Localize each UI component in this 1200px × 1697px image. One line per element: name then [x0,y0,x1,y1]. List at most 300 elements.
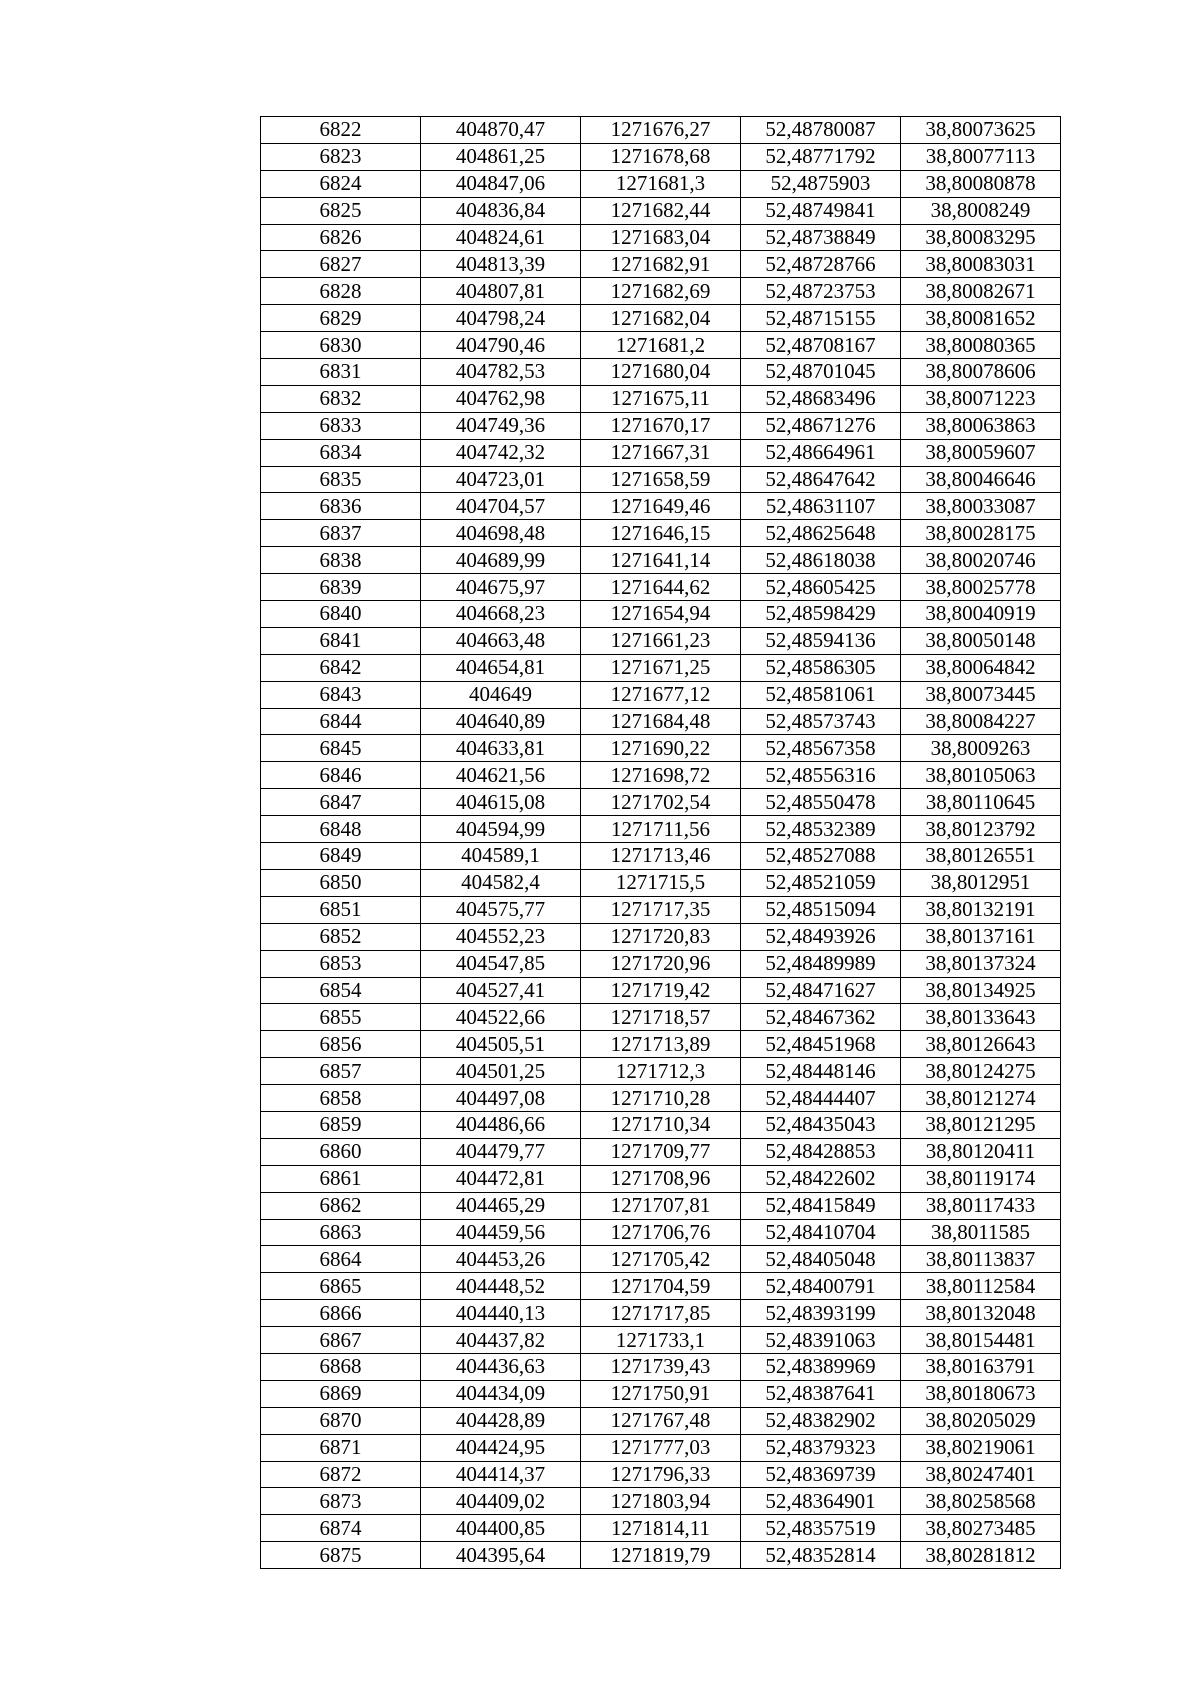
longitude-cell: 38,80080365 [901,332,1061,359]
point-number-cell: 6833 [261,412,421,439]
table-row [261,762,1061,789]
table-row [261,1407,1061,1434]
table-row [261,574,1061,601]
point-number-cell: 6839 [261,574,421,601]
y-coordinate-cell: 1271709,77 [581,1138,741,1165]
table-row [261,332,1061,359]
point-number-cell: 6848 [261,816,421,843]
point-number-cell: 6836 [261,493,421,520]
point-number-cell: 6852 [261,923,421,950]
x-coordinate-cell: 404552,23 [421,923,581,950]
longitude-cell: 38,80028175 [901,520,1061,547]
longitude-cell: 38,80126551 [901,843,1061,870]
latitude-cell: 52,48683496 [741,385,901,412]
point-number-cell: 6873 [261,1488,421,1515]
x-coordinate-cell: 404836,84 [421,197,581,224]
y-coordinate-cell: 1271654,94 [581,601,741,628]
latitude-cell: 52,48422602 [741,1165,901,1192]
y-coordinate-cell: 1271713,89 [581,1031,741,1058]
x-coordinate-cell: 404505,51 [421,1031,581,1058]
y-coordinate-cell: 1271682,91 [581,251,741,278]
latitude-cell: 52,48625648 [741,520,901,547]
latitude-cell: 52,48586305 [741,654,901,681]
point-number-cell: 6871 [261,1434,421,1461]
y-coordinate-cell: 1271717,35 [581,896,741,923]
x-coordinate-cell: 404589,1 [421,843,581,870]
y-coordinate-cell: 1271796,33 [581,1461,741,1488]
x-coordinate-cell: 404649 [421,681,581,708]
longitude-cell: 38,80025778 [901,574,1061,601]
table-row [261,654,1061,681]
point-number-cell: 6828 [261,278,421,305]
y-coordinate-cell: 1271705,42 [581,1246,741,1273]
table-row [261,1300,1061,1327]
x-coordinate-cell: 404870,47 [421,117,581,144]
longitude-cell: 38,8012951 [901,869,1061,896]
y-coordinate-cell: 1271670,17 [581,412,741,439]
table-row [261,466,1061,493]
x-coordinate-cell: 404782,53 [421,359,581,386]
x-coordinate-cell: 404847,06 [421,170,581,197]
table-row [261,520,1061,547]
point-number-cell: 6829 [261,305,421,332]
y-coordinate-cell: 1271681,3 [581,170,741,197]
point-number-cell: 6832 [261,385,421,412]
x-coordinate-cell: 404424,95 [421,1434,581,1461]
x-coordinate-cell: 404527,41 [421,977,581,1004]
x-coordinate-cell: 404633,81 [421,735,581,762]
point-number-cell: 6845 [261,735,421,762]
table-row [261,385,1061,412]
x-coordinate-cell: 404414,37 [421,1461,581,1488]
y-coordinate-cell: 1271682,44 [581,197,741,224]
longitude-cell: 38,80132048 [901,1300,1061,1327]
point-number-cell: 6857 [261,1058,421,1085]
table-row [261,735,1061,762]
y-coordinate-cell: 1271698,72 [581,762,741,789]
y-coordinate-cell: 1271710,28 [581,1085,741,1112]
point-number-cell: 6843 [261,681,421,708]
y-coordinate-cell: 1271641,14 [581,547,741,574]
x-coordinate-cell: 404522,66 [421,1004,581,1031]
x-coordinate-cell: 404668,23 [421,601,581,628]
x-coordinate-cell: 404594,99 [421,816,581,843]
point-number-cell: 6866 [261,1300,421,1327]
latitude-cell: 52,48489989 [741,950,901,977]
longitude-cell: 38,80163791 [901,1353,1061,1380]
y-coordinate-cell: 1271739,43 [581,1353,741,1380]
x-coordinate-cell: 404472,81 [421,1165,581,1192]
latitude-cell: 52,48493926 [741,923,901,950]
longitude-cell: 38,80281812 [901,1542,1061,1569]
x-coordinate-cell: 404861,25 [421,143,581,170]
y-coordinate-cell: 1271713,46 [581,843,741,870]
longitude-cell: 38,80046646 [901,466,1061,493]
point-number-cell: 6872 [261,1461,421,1488]
latitude-cell: 52,48573743 [741,708,901,735]
point-number-cell: 6858 [261,1085,421,1112]
x-coordinate-cell: 404459,56 [421,1219,581,1246]
table-row [261,896,1061,923]
x-coordinate-cell: 404479,77 [421,1138,581,1165]
x-coordinate-cell: 404582,4 [421,869,581,896]
point-number-cell: 6830 [261,332,421,359]
point-number-cell: 6822 [261,117,421,144]
latitude-cell: 52,48393199 [741,1300,901,1327]
point-number-cell: 6834 [261,439,421,466]
point-number-cell: 6823 [261,143,421,170]
y-coordinate-cell: 1271676,27 [581,117,741,144]
point-number-cell: 6846 [261,762,421,789]
longitude-cell: 38,80040919 [901,601,1061,628]
x-coordinate-cell: 404448,52 [421,1273,581,1300]
y-coordinate-cell: 1271777,03 [581,1434,741,1461]
longitude-cell: 38,80112584 [901,1273,1061,1300]
table-row [261,251,1061,278]
latitude-cell: 52,48410704 [741,1219,901,1246]
x-coordinate-cell: 404654,81 [421,654,581,681]
y-coordinate-cell: 1271682,04 [581,305,741,332]
table-row [261,224,1061,251]
longitude-cell: 38,8009263 [901,735,1061,762]
table-row [261,1488,1061,1515]
latitude-cell: 52,48728766 [741,251,901,278]
longitude-cell: 38,80219061 [901,1434,1061,1461]
longitude-cell: 38,80247401 [901,1461,1061,1488]
point-number-cell: 6868 [261,1353,421,1380]
point-number-cell: 6865 [261,1273,421,1300]
table-row [261,117,1061,144]
x-coordinate-cell: 404663,48 [421,627,581,654]
table-row [261,1542,1061,1569]
longitude-cell: 38,80110645 [901,789,1061,816]
y-coordinate-cell: 1271717,85 [581,1300,741,1327]
latitude-cell: 52,48647642 [741,466,901,493]
table-row [261,547,1061,574]
x-coordinate-cell: 404798,24 [421,305,581,332]
longitude-cell: 38,80137161 [901,923,1061,950]
latitude-cell: 52,48435043 [741,1111,901,1138]
x-coordinate-cell: 404723,01 [421,466,581,493]
longitude-cell: 38,8011585 [901,1219,1061,1246]
table-row [261,1111,1061,1138]
point-number-cell: 6851 [261,896,421,923]
table-row [261,1434,1061,1461]
y-coordinate-cell: 1271667,31 [581,439,741,466]
table-row [261,1085,1061,1112]
y-coordinate-cell: 1271661,23 [581,627,741,654]
table-row [261,843,1061,870]
point-number-cell: 6856 [261,1031,421,1058]
longitude-cell: 38,80117433 [901,1192,1061,1219]
table-row [261,1353,1061,1380]
point-number-cell: 6840 [261,601,421,628]
table-row [261,1058,1061,1085]
latitude-cell: 52,48448146 [741,1058,901,1085]
table-row [261,923,1061,950]
latitude-cell: 52,48780087 [741,117,901,144]
y-coordinate-cell: 1271767,48 [581,1407,741,1434]
table-row [261,1380,1061,1407]
point-number-cell: 6855 [261,1004,421,1031]
point-number-cell: 6837 [261,520,421,547]
x-coordinate-cell: 404807,81 [421,278,581,305]
x-coordinate-cell: 404813,39 [421,251,581,278]
y-coordinate-cell: 1271715,5 [581,869,741,896]
table-row [261,412,1061,439]
x-coordinate-cell: 404409,02 [421,1488,581,1515]
x-coordinate-cell: 404436,63 [421,1353,581,1380]
table-row [261,1192,1061,1219]
table-row [261,1273,1061,1300]
latitude-cell: 52,48749841 [741,197,901,224]
longitude-cell: 38,80064842 [901,654,1061,681]
table-row [261,1004,1061,1031]
longitude-cell: 38,80081652 [901,305,1061,332]
x-coordinate-cell: 404575,77 [421,896,581,923]
y-coordinate-cell: 1271718,57 [581,1004,741,1031]
latitude-cell: 52,48405048 [741,1246,901,1273]
x-coordinate-cell: 404465,29 [421,1192,581,1219]
latitude-cell: 52,4875903 [741,170,901,197]
x-coordinate-cell: 404689,99 [421,547,581,574]
y-coordinate-cell: 1271677,12 [581,681,741,708]
y-coordinate-cell: 1271710,34 [581,1111,741,1138]
table-row [261,439,1061,466]
point-number-cell: 6847 [261,789,421,816]
latitude-cell: 52,48391063 [741,1327,901,1354]
point-number-cell: 6859 [261,1111,421,1138]
coordinates-table-body [261,117,1061,1569]
y-coordinate-cell: 1271719,42 [581,977,741,1004]
point-number-cell: 6853 [261,950,421,977]
longitude-cell: 38,80154481 [901,1327,1061,1354]
point-number-cell: 6831 [261,359,421,386]
y-coordinate-cell: 1271678,68 [581,143,741,170]
y-coordinate-cell: 1271671,25 [581,654,741,681]
latitude-cell: 52,48357519 [741,1515,901,1542]
table-row [261,977,1061,1004]
longitude-cell: 38,80137324 [901,950,1061,977]
longitude-cell: 38,80133643 [901,1004,1061,1031]
longitude-cell: 38,80123792 [901,816,1061,843]
y-coordinate-cell: 1271706,76 [581,1219,741,1246]
y-coordinate-cell: 1271707,81 [581,1192,741,1219]
latitude-cell: 52,48701045 [741,359,901,386]
longitude-cell: 38,80073625 [901,117,1061,144]
latitude-cell: 52,48471627 [741,977,901,1004]
x-coordinate-cell: 404762,98 [421,385,581,412]
latitude-cell: 52,48532389 [741,816,901,843]
longitude-cell: 38,80273485 [901,1515,1061,1542]
latitude-cell: 52,48467362 [741,1004,901,1031]
table-row [261,197,1061,224]
longitude-cell: 38,80083031 [901,251,1061,278]
point-number-cell: 6869 [261,1380,421,1407]
point-number-cell: 6850 [261,869,421,896]
table-row [261,816,1061,843]
longitude-cell: 38,80080878 [901,170,1061,197]
longitude-cell: 38,80078606 [901,359,1061,386]
x-coordinate-cell: 404749,36 [421,412,581,439]
point-number-cell: 6825 [261,197,421,224]
x-coordinate-cell: 404440,13 [421,1300,581,1327]
longitude-cell: 38,80134925 [901,977,1061,1004]
latitude-cell: 52,48400791 [741,1273,901,1300]
y-coordinate-cell: 1271819,79 [581,1542,741,1569]
x-coordinate-cell: 404640,89 [421,708,581,735]
table-row [261,493,1061,520]
latitude-cell: 52,48521059 [741,869,901,896]
table-row [261,789,1061,816]
latitude-cell: 52,48605425 [741,574,901,601]
latitude-cell: 52,48451968 [741,1031,901,1058]
table-row [261,1165,1061,1192]
latitude-cell: 52,48444407 [741,1085,901,1112]
latitude-cell: 52,48618038 [741,547,901,574]
y-coordinate-cell: 1271684,48 [581,708,741,735]
x-coordinate-cell: 404698,48 [421,520,581,547]
table-row [261,170,1061,197]
table-row [261,681,1061,708]
longitude-cell: 38,80059607 [901,439,1061,466]
table-row [261,1461,1061,1488]
x-coordinate-cell: 404428,89 [421,1407,581,1434]
y-coordinate-cell: 1271682,69 [581,278,741,305]
y-coordinate-cell: 1271675,11 [581,385,741,412]
longitude-cell: 38,80119174 [901,1165,1061,1192]
point-number-cell: 6844 [261,708,421,735]
table-row [261,1219,1061,1246]
table-row [261,305,1061,332]
y-coordinate-cell: 1271712,3 [581,1058,741,1085]
table-row [261,708,1061,735]
x-coordinate-cell: 404704,57 [421,493,581,520]
longitude-cell: 38,80077113 [901,143,1061,170]
coordinates-table [260,116,1061,1569]
y-coordinate-cell: 1271814,11 [581,1515,741,1542]
longitude-cell: 38,80132191 [901,896,1061,923]
longitude-cell: 38,80033087 [901,493,1061,520]
y-coordinate-cell: 1271680,04 [581,359,741,386]
latitude-cell: 52,48594136 [741,627,901,654]
latitude-cell: 52,48382902 [741,1407,901,1434]
point-number-cell: 6842 [261,654,421,681]
y-coordinate-cell: 1271644,62 [581,574,741,601]
y-coordinate-cell: 1271733,1 [581,1327,741,1354]
table-row [261,1327,1061,1354]
point-number-cell: 6861 [261,1165,421,1192]
table-row [261,627,1061,654]
table-row [261,278,1061,305]
y-coordinate-cell: 1271711,56 [581,816,741,843]
point-number-cell: 6838 [261,547,421,574]
y-coordinate-cell: 1271681,2 [581,332,741,359]
longitude-cell: 38,80126643 [901,1031,1061,1058]
table-row [261,601,1061,628]
longitude-cell: 38,80120411 [901,1138,1061,1165]
latitude-cell: 52,48428853 [741,1138,901,1165]
longitude-cell: 38,80083295 [901,224,1061,251]
y-coordinate-cell: 1271704,59 [581,1273,741,1300]
x-coordinate-cell: 404675,97 [421,574,581,601]
longitude-cell: 38,80073445 [901,681,1061,708]
latitude-cell: 52,48664961 [741,439,901,466]
point-number-cell: 6874 [261,1515,421,1542]
x-coordinate-cell: 404437,82 [421,1327,581,1354]
latitude-cell: 52,48387641 [741,1380,901,1407]
latitude-cell: 52,48379323 [741,1434,901,1461]
latitude-cell: 52,48671276 [741,412,901,439]
x-coordinate-cell: 404453,26 [421,1246,581,1273]
point-number-cell: 6827 [261,251,421,278]
x-coordinate-cell: 404434,09 [421,1380,581,1407]
longitude-cell: 38,8008249 [901,197,1061,224]
table-row [261,950,1061,977]
point-number-cell: 6867 [261,1327,421,1354]
latitude-cell: 52,48550478 [741,789,901,816]
longitude-cell: 38,80124275 [901,1058,1061,1085]
x-coordinate-cell: 404501,25 [421,1058,581,1085]
longitude-cell: 38,80258568 [901,1488,1061,1515]
y-coordinate-cell: 1271708,96 [581,1165,741,1192]
latitude-cell: 52,48631107 [741,493,901,520]
longitude-cell: 38,80121295 [901,1111,1061,1138]
latitude-cell: 52,48581061 [741,681,901,708]
latitude-cell: 52,48369739 [741,1461,901,1488]
latitude-cell: 52,48527088 [741,843,901,870]
latitude-cell: 52,48771792 [741,143,901,170]
y-coordinate-cell: 1271649,46 [581,493,741,520]
longitude-cell: 38,80121274 [901,1085,1061,1112]
x-coordinate-cell: 404400,85 [421,1515,581,1542]
x-coordinate-cell: 404486,66 [421,1111,581,1138]
y-coordinate-cell: 1271702,54 [581,789,741,816]
x-coordinate-cell: 404497,08 [421,1085,581,1112]
latitude-cell: 52,48389969 [741,1353,901,1380]
longitude-cell: 38,80063863 [901,412,1061,439]
x-coordinate-cell: 404615,08 [421,789,581,816]
x-coordinate-cell: 404790,46 [421,332,581,359]
x-coordinate-cell: 404547,85 [421,950,581,977]
longitude-cell: 38,80113837 [901,1246,1061,1273]
y-coordinate-cell: 1271690,22 [581,735,741,762]
y-coordinate-cell: 1271720,96 [581,950,741,977]
y-coordinate-cell: 1271683,04 [581,224,741,251]
longitude-cell: 38,80020746 [901,547,1061,574]
longitude-cell: 38,80084227 [901,708,1061,735]
point-number-cell: 6860 [261,1138,421,1165]
y-coordinate-cell: 1271803,94 [581,1488,741,1515]
x-coordinate-cell: 404621,56 [421,762,581,789]
latitude-cell: 52,48364901 [741,1488,901,1515]
latitude-cell: 52,48715155 [741,305,901,332]
point-number-cell: 6849 [261,843,421,870]
point-number-cell: 6824 [261,170,421,197]
longitude-cell: 38,80180673 [901,1380,1061,1407]
point-number-cell: 6875 [261,1542,421,1569]
point-number-cell: 6863 [261,1219,421,1246]
latitude-cell: 52,48723753 [741,278,901,305]
table-row [261,1515,1061,1542]
longitude-cell: 38,80105063 [901,762,1061,789]
table-row [261,869,1061,896]
x-coordinate-cell: 404742,32 [421,439,581,466]
latitude-cell: 52,48352814 [741,1542,901,1569]
table-row [261,359,1061,386]
point-number-cell: 6864 [261,1246,421,1273]
latitude-cell: 52,48598429 [741,601,901,628]
